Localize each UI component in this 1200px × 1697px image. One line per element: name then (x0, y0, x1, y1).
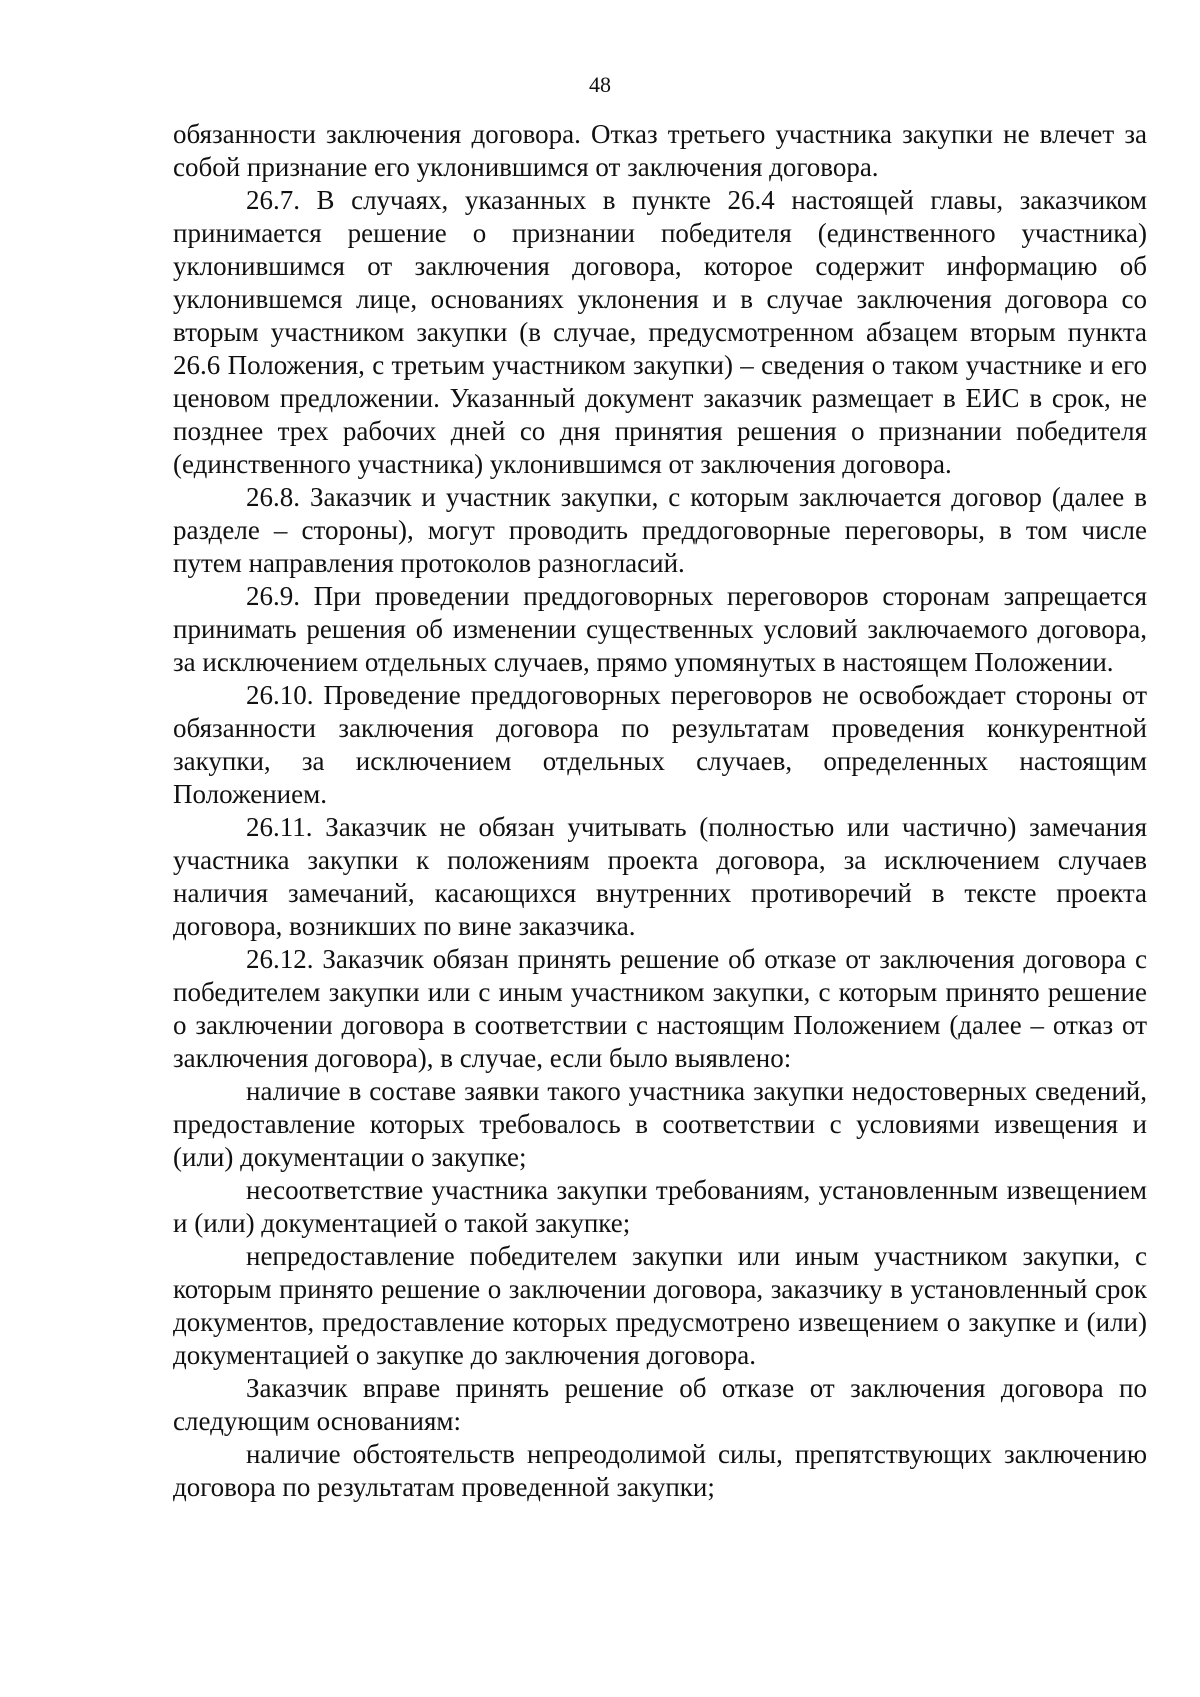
paragraph-26-9: 26.9. При проведении преддоговорных переговоров сторонам запрещается принимать решения об изменении существенных условий заключаемого договора, за исключением отдельных случаев, прямо упомянутых в настоящем Положении. (173, 581, 1147, 677)
paragraph-right-to-refuse: Заказчик вправе принять решение об отказе от заключения договора по следующим основаниям: (173, 1373, 1147, 1436)
paragraph-26-12: 26.12. Заказчик обязан принять решение об отказе от заключения договора с победителем закупки или с иным участником закупки, с которым принято решение о заключении договора в соответствии с настоящим Положением (далее – отказ от заключения договора), в случае, если было выявлено: (173, 944, 1147, 1073)
paragraph-26-8: 26.8. Заказчик и участник закупки, с которым заключается договор (далее в разделе – стороны), могут проводить преддоговорные переговоры, в том числе путем направления протоколов разногласий. (173, 482, 1147, 578)
paragraph-26-7: 26.7. В случаях, указанных в пункте 26.4 настоящей главы, заказчиком принимается решение о признании победителя (единственного участника) уклонившимся от заключения договора, которое содержит информацию об уклонившемся лице, основаниях уклонения и в случае заключения договора со вторым участником закупки (в случае, предусмотренном абзацем вторым пункта 26.6 Положения, с третьим участником закупки) – сведения о таком участнике и его ценовом предложении. Указанный документ заказчик размещает в ЕИС в срок, не позднее трех рабочих дней со дня принятия решения о признании победителя (единственного участника) уклонившимся от заключения договора. (173, 185, 1147, 479)
list-item-no-documents: непредоставление победителем закупки или иным участником закупки, с которым принято решение о заключении договора, заказчику в установленный срок документов, предоставление которых предусмотрено извещением о закупке и (или) документацией о закупке до заключения договора. (173, 1241, 1147, 1370)
list-item-force-majeure: наличие обстоятельств непреодолимой силы, препятствующих заключению договора по результатам проведенной закупки; (173, 1439, 1147, 1502)
paragraph-continuation: обязанности заключения договора. Отказ третьего участника закупки не влечет за собой признание его уклонившимся от заключения договора. (173, 119, 1147, 182)
document-body (173, 118, 1147, 1504)
list-item-noncompliance: несоответствие участника закупки требованиям, установленным извещением и (или) документацией о такой закупке; (173, 1175, 1147, 1238)
list-item-false-info: наличие в составе заявки такого участника закупки недостоверных сведений, предоставление которых требовалось в соответствии с условиями извещения и (или) документации о закупке; (173, 1076, 1147, 1172)
paragraph-26-11: 26.11. Заказчик не обязан учитывать (полностью или частично) замечания участника закупки к положениям проекта договора, за исключением случаев наличия замечаний, касающихся внутренних противоречий в тексте проекта договора, возникших по вине заказчика. (173, 812, 1147, 941)
paragraph-26-10: 26.10. Проведение преддоговорных переговоров не освобождает стороны от обязанности заключения договора по результатам проведения конкурентной закупки, за исключением отдельных случаев, определенных настоящим Положением. (173, 680, 1147, 809)
page-number: 48 (589, 72, 611, 97)
